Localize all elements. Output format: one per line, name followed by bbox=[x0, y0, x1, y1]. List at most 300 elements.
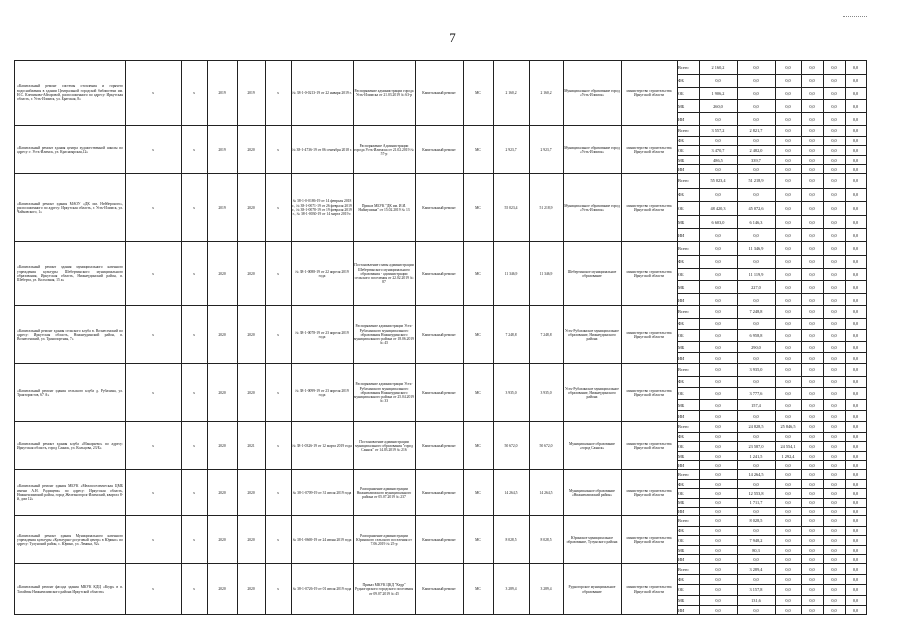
cell-x1: х bbox=[152, 147, 154, 152]
cell-y1: 2020 bbox=[218, 390, 226, 395]
funding-row bbox=[677, 329, 866, 341]
funding-label: ИИ bbox=[678, 557, 685, 563]
funding-value: 0,0 bbox=[715, 414, 721, 420]
cell-docnum: № 38-1-0078-19 от 23 апреля 2019 года bbox=[295, 330, 349, 339]
cell-x3: х bbox=[277, 90, 279, 95]
funding-row bbox=[677, 526, 866, 536]
cell-x1: х bbox=[152, 271, 154, 276]
funding-value: 0,0 bbox=[785, 390, 791, 396]
funding-value: 0,0 bbox=[852, 481, 859, 487]
cell-t2: 2 923,7 bbox=[540, 147, 552, 152]
funding-value: 0,0 bbox=[715, 367, 721, 373]
cell-name: «Капитальный ремонт системы отопления и горячего водоснабжения в здании Центральной городской библиотеки им. Н.С. Клепикова-Айгаровой, расположенного по адресу: Иркутская область, г. Усть-Илимск, ул. Братская, 8» bbox=[17, 84, 123, 102]
funding-value: 0,0 bbox=[809, 528, 815, 534]
funding-value: 0,0 bbox=[852, 577, 859, 583]
funding-label: МБ bbox=[678, 453, 685, 459]
funding-row bbox=[677, 584, 866, 594]
cell-name: «Капитальный ремонт здания Муниципального казенного учреждения культуры «Культурно-досуговый центр» в Юрино» по адресу: Тулунский район, с. Юрино, ул. Ленина, 92» bbox=[17, 533, 123, 547]
funding-row bbox=[677, 470, 866, 479]
funding-sources bbox=[677, 242, 866, 306]
cell-x3: х bbox=[277, 332, 279, 337]
funding-row bbox=[677, 488, 866, 497]
funding-value: 0,0 bbox=[852, 528, 859, 534]
funding-value: 55 023,4 bbox=[710, 178, 726, 184]
cell-customer: Муниципальное образование «Нижнеилимский район» bbox=[569, 488, 615, 497]
funding-label: ФБ bbox=[678, 78, 684, 84]
funding-value: 131,6 bbox=[751, 597, 761, 603]
funding-value: 0,0 bbox=[785, 566, 791, 572]
funding-label: ИИ bbox=[678, 116, 685, 122]
funding-value: 0,0 bbox=[852, 518, 859, 524]
funding-value: 0,0 bbox=[809, 321, 815, 327]
funding-value: 6 146,3 bbox=[749, 219, 763, 225]
funding-value: 0,0 bbox=[852, 157, 859, 163]
funding-value: 0,0 bbox=[831, 245, 837, 251]
funding-value: 0,0 bbox=[809, 557, 815, 563]
funding-value: 0,0 bbox=[809, 245, 815, 251]
funding-row bbox=[677, 387, 866, 399]
funding-value: 0,0 bbox=[852, 205, 859, 211]
cell-t2: 3 289,4 bbox=[540, 587, 552, 592]
funding-value: 0,0 bbox=[852, 390, 859, 396]
funding-value: 0,0 bbox=[753, 321, 759, 327]
funding-value: 0,0 bbox=[852, 103, 859, 109]
cell-kind: Капитальный ремонт bbox=[422, 332, 456, 337]
funding-value: 0,0 bbox=[809, 147, 815, 153]
funding-value: 0,0 bbox=[809, 518, 815, 524]
funding-value: 0,0 bbox=[852, 587, 859, 593]
cell-customer: Шебертинское муниципальное образование bbox=[567, 269, 617, 278]
funding-value: 0,0 bbox=[831, 434, 837, 440]
funding-label: ФБ bbox=[678, 528, 684, 534]
funding-value: 0,0 bbox=[831, 414, 837, 420]
funding-row bbox=[677, 498, 866, 507]
funding-label: ФБ bbox=[678, 192, 684, 198]
cell-customer: Муниципальное образование город «Усть-Илимск» bbox=[564, 88, 620, 97]
funding-row bbox=[677, 155, 866, 165]
funding-value: 0,0 bbox=[715, 518, 721, 524]
funding-value: 0,0 bbox=[852, 472, 859, 478]
funding-value: 0,0 bbox=[809, 259, 815, 265]
funding-value: 0,0 bbox=[831, 379, 837, 385]
funding-row bbox=[677, 364, 866, 376]
funding-row bbox=[677, 479, 866, 488]
funding-value: 24 554,1 bbox=[780, 443, 796, 449]
funding-row bbox=[677, 399, 866, 411]
funding-value: 0,0 bbox=[785, 509, 791, 515]
funding-value: 0,0 bbox=[809, 597, 815, 603]
table-row bbox=[15, 61, 866, 125]
cell-mc: МС bbox=[475, 537, 481, 542]
funding-value: 51 218,9 bbox=[748, 178, 764, 184]
funding-value: 0,0 bbox=[852, 90, 859, 96]
funding-value: 0,0 bbox=[753, 528, 759, 534]
funding-sources bbox=[677, 61, 866, 125]
cell-x1: х bbox=[152, 390, 154, 395]
funding-value: 0,0 bbox=[809, 566, 815, 572]
funding-label: ОБ bbox=[678, 537, 684, 543]
cell-x2: х bbox=[193, 205, 195, 210]
funding-value: 0,0 bbox=[852, 414, 859, 420]
cell-docbasis: Распоряжение администрации Юринского сельского поселения от 7.06.2019 № 25-р bbox=[356, 533, 412, 547]
funding-value: 0,0 bbox=[715, 259, 721, 265]
funding-value: 0,0 bbox=[831, 147, 837, 153]
funding-value: 0,0 bbox=[715, 356, 721, 362]
funding-value: 0,0 bbox=[831, 332, 837, 338]
funding-value: 2 482,0 bbox=[749, 147, 763, 153]
funding-value: 0,0 bbox=[852, 192, 859, 198]
funding-sources bbox=[677, 126, 866, 174]
funding-value: 0,0 bbox=[809, 344, 815, 350]
funding-value: 0,0 bbox=[715, 192, 721, 198]
cell-docbasis: Приказ МБУК "ДК им. И.И. Наймушина" от 15.02.2019 № 13 bbox=[358, 203, 410, 212]
funding-value: 0,0 bbox=[831, 509, 837, 515]
cell-executor: министерство строительства Иркутской области bbox=[626, 330, 672, 339]
funding-value: 0,0 bbox=[809, 463, 815, 469]
cell-mc: МС bbox=[475, 390, 481, 395]
funding-value: 2 160,2 bbox=[711, 64, 725, 70]
funding-value: 0,0 bbox=[852, 509, 859, 515]
funding-value: 0,0 bbox=[809, 205, 815, 211]
funding-label: Всего bbox=[678, 566, 689, 572]
cell-t2: 14 264,5 bbox=[539, 490, 553, 495]
funding-value: 0,0 bbox=[852, 271, 859, 277]
funding-value: 6 603,0 bbox=[711, 219, 725, 225]
funding-value: 8 028,5 bbox=[749, 518, 763, 524]
funding-value: 0,0 bbox=[852, 424, 859, 430]
funding-value: 0,0 bbox=[785, 233, 791, 239]
cell-docbasis: Распоряжение Администрации города Усть-Илимска от 21.02.2019 № 57-р bbox=[354, 143, 414, 157]
funding-value: 0,0 bbox=[831, 402, 837, 408]
funding-row bbox=[677, 432, 866, 442]
funding-value: 0,0 bbox=[715, 424, 721, 430]
funding-value: 0,0 bbox=[785, 332, 791, 338]
funding-value: 0,0 bbox=[715, 453, 721, 459]
funding-value: 0,0 bbox=[785, 259, 791, 265]
cell-t2: 8 028,5 bbox=[540, 537, 552, 542]
cell-x3: х bbox=[277, 587, 279, 592]
funding-value: 0,0 bbox=[831, 490, 837, 496]
table-row bbox=[15, 363, 866, 422]
cell-x1: х bbox=[152, 490, 154, 495]
funding-label: Всего bbox=[678, 424, 689, 430]
funding-value: 0,0 bbox=[852, 245, 859, 251]
funding-label: ФБ bbox=[678, 321, 684, 327]
cell-x2: х bbox=[193, 537, 195, 542]
funding-value: 45 072,6 bbox=[748, 205, 764, 211]
cell-mc: МС bbox=[475, 205, 481, 210]
cell-t1: 2 160,2 bbox=[505, 90, 517, 95]
funding-value: 260,0 bbox=[713, 103, 723, 109]
funding-label: Всего bbox=[678, 245, 689, 251]
funding-value: 0,0 bbox=[785, 192, 791, 198]
funding-value: 0,0 bbox=[753, 167, 759, 173]
cell-mc: МС bbox=[475, 147, 481, 152]
cell-y2: 2021 bbox=[247, 443, 255, 448]
cell-t1: 3 935,0 bbox=[505, 390, 517, 395]
funding-value: 0,0 bbox=[753, 138, 759, 144]
funding-value: 1 711,7 bbox=[749, 500, 763, 506]
cell-docbasis: Распоряжение администрации Нижнеилимского муниципального района от 05.07.2019 № 237 bbox=[356, 486, 412, 500]
cell-t2: 51 218,9 bbox=[539, 205, 553, 210]
table-row bbox=[15, 173, 866, 242]
funding-value: 0,0 bbox=[831, 537, 837, 543]
funding-label: ИИ bbox=[678, 297, 685, 303]
funding-value: 0,0 bbox=[809, 90, 815, 96]
funding-value: 0,0 bbox=[753, 557, 759, 563]
funding-value: 0,0 bbox=[785, 205, 791, 211]
funding-value: 0,0 bbox=[785, 344, 791, 350]
funding-value: 0,0 bbox=[785, 537, 791, 543]
cell-kind: Капитальный ремонт bbox=[422, 205, 456, 210]
funding-value: 0,0 bbox=[831, 577, 837, 583]
funding-value: 0,0 bbox=[852, 309, 859, 315]
funding-value: 0,0 bbox=[809, 297, 815, 303]
funding-value: 0,0 bbox=[809, 500, 815, 506]
funding-value: 0,0 bbox=[852, 78, 859, 84]
cell-y1: 2019 bbox=[218, 205, 226, 210]
funding-value: 7 948,2 bbox=[749, 537, 763, 543]
funding-value: 0,0 bbox=[852, 566, 859, 572]
cell-docnum: № 38-1-0-0213-19 от 22 января 2019 г. bbox=[292, 90, 352, 95]
funding-label: ОБ bbox=[678, 443, 684, 449]
funding-value: 0,0 bbox=[785, 297, 791, 303]
funding-label: ИИ bbox=[678, 607, 685, 613]
funding-label: МБ bbox=[678, 284, 685, 290]
cell-docnum: № 38-1-0-0186-19 от 14 февраля 2018 г., № 38-1-0071-19 от 26 февраля 2019 г., № 38-1-0078-19 от 19 февраля 2019 г., № 38-1-0030-19 от 14 марта 2019 г. bbox=[292, 199, 352, 217]
funding-value: 0,0 bbox=[809, 157, 815, 163]
funding-value: 0,0 bbox=[753, 463, 759, 469]
funding-value: 14 264,5 bbox=[748, 472, 764, 478]
funding-row bbox=[677, 112, 866, 125]
funding-value: 0,0 bbox=[715, 434, 721, 440]
funding-value: 0,0 bbox=[785, 402, 791, 408]
cell-x2: х bbox=[193, 490, 195, 495]
funding-value: 0,0 bbox=[831, 233, 837, 239]
funding-value: 0,0 bbox=[809, 128, 815, 134]
funding-value: 0,0 bbox=[809, 434, 815, 440]
funding-value: 0,0 bbox=[753, 78, 759, 84]
funding-value: 0,0 bbox=[809, 453, 815, 459]
funding-label: ИИ bbox=[678, 463, 685, 469]
cell-y1: 2020 bbox=[218, 271, 226, 276]
funding-value: 486,5 bbox=[713, 157, 723, 163]
funding-value: 6 958,8 bbox=[749, 332, 763, 338]
funding-row bbox=[677, 201, 866, 215]
cell-mc: МС bbox=[475, 443, 481, 448]
cell-docbasis: Приказ МКУК ЦКД "Кедр" Рудногорского городского поселения от 09.07.2019 № 45 bbox=[354, 583, 414, 596]
funding-label: ИИ bbox=[678, 414, 685, 420]
cell-y2: 2020 bbox=[247, 390, 255, 395]
cell-kind: Капитальный ремонт bbox=[422, 271, 456, 276]
cell-y2: 2020 bbox=[247, 537, 255, 542]
cell-kind: Капитальный ремонт bbox=[422, 537, 456, 542]
cell-x1: х bbox=[152, 332, 154, 337]
cell-docnum: № 38-1-0669-19 от 24 июня 2019 года bbox=[292, 537, 352, 542]
funding-value: 0,0 bbox=[785, 500, 791, 506]
funding-value: 0,0 bbox=[753, 64, 759, 70]
funding-value: 0,0 bbox=[715, 344, 721, 350]
funding-label: Всего bbox=[678, 64, 689, 70]
funding-row bbox=[677, 564, 866, 574]
cell-y1: 2019 bbox=[218, 147, 226, 152]
funding-value: 1 241,5 bbox=[749, 453, 763, 459]
cell-docbasis: Постановление главы администрации Шебертинского муниципального образования - администрации сельского поселения от 22.02.2019 № 87 bbox=[354, 263, 414, 285]
funding-value: 0,0 bbox=[715, 443, 721, 449]
funding-value: 0,0 bbox=[809, 424, 815, 430]
funding-value: 0,0 bbox=[785, 321, 791, 327]
cell-executor: министерство строительства Иркутской области bbox=[626, 488, 672, 497]
funding-label: Всего bbox=[678, 518, 689, 524]
cell-customer: Рудногорское муниципальное образование bbox=[568, 585, 616, 594]
cell-customer: Муниципальное образование город «Усть-Илимск» bbox=[564, 145, 620, 154]
funding-label: МБ bbox=[678, 500, 685, 506]
funding-label: Всего bbox=[678, 367, 689, 373]
cell-y2: 2020 bbox=[247, 205, 255, 210]
funding-value: 0,0 bbox=[809, 178, 815, 184]
cell-y1: 2020 bbox=[218, 490, 226, 495]
funding-label: МБ bbox=[678, 157, 685, 163]
funding-row bbox=[677, 451, 866, 461]
funding-value: 0,0 bbox=[785, 90, 791, 96]
funding-value: 0,0 bbox=[715, 390, 721, 396]
funding-value: 11 346,9 bbox=[748, 245, 764, 251]
funding-row bbox=[677, 280, 866, 293]
funding-label: ИИ bbox=[678, 167, 685, 173]
cell-docnum: № 38-1-0709-19 от 31 июля 2019 года bbox=[292, 490, 352, 495]
funding-value: 23 587,0 bbox=[748, 443, 764, 449]
cell-t1: 11 346,9 bbox=[504, 271, 518, 276]
funding-value: 0,0 bbox=[809, 587, 815, 593]
funding-value: 0,0 bbox=[785, 597, 791, 603]
funding-value: 0,0 bbox=[785, 528, 791, 534]
funding-value: 3 157,8 bbox=[749, 587, 763, 593]
funding-value: 0,0 bbox=[753, 90, 759, 96]
funding-value: 0,0 bbox=[831, 138, 837, 144]
funding-label: Всего bbox=[678, 128, 689, 134]
funding-value: 0,0 bbox=[785, 577, 791, 583]
funding-value: 0,0 bbox=[715, 167, 721, 173]
cell-docnum: № 38-1-0088-19 от 22 апреля 2019 года bbox=[295, 269, 349, 278]
funding-label: Всего bbox=[678, 178, 689, 184]
cell-x1: х bbox=[152, 537, 154, 542]
funding-value: 0,0 bbox=[809, 607, 815, 613]
cell-docbasis: Постановление администрации муниципального образования "город Саянск" от 14.03.2019 № 216 bbox=[355, 439, 413, 453]
cell-y1: 2020 bbox=[218, 443, 226, 448]
funding-value: 0,0 bbox=[785, 138, 791, 144]
funding-value: 3 470,7 bbox=[711, 147, 725, 153]
funding-label: ФБ bbox=[678, 577, 684, 583]
funding-row bbox=[677, 535, 866, 545]
funding-row bbox=[677, 87, 866, 100]
funding-value: 0,0 bbox=[785, 64, 791, 70]
funding-value: 0,0 bbox=[785, 356, 791, 362]
funding-value: 0,0 bbox=[753, 414, 759, 420]
funding-value: 227,0 bbox=[751, 284, 761, 290]
funding-value: 0,0 bbox=[715, 116, 721, 122]
cell-docbasis: Распоряжение администрации Усть-Рубахинского муниципального образования Нижнеудинского муниципального района от 25.04.2019 № 33 bbox=[354, 382, 414, 404]
funding-value: 0,0 bbox=[831, 528, 837, 534]
funding-value: 0,0 bbox=[831, 557, 837, 563]
cell-y2: 2020 bbox=[247, 490, 255, 495]
cell-mc: МС bbox=[475, 587, 481, 592]
table-row bbox=[15, 515, 866, 564]
funding-value: 0,0 bbox=[852, 463, 859, 469]
funding-value: 0,0 bbox=[852, 490, 859, 496]
funding-value: 0,0 bbox=[831, 390, 837, 396]
funding-value: 0,0 bbox=[831, 424, 837, 430]
cell-x3: х bbox=[277, 490, 279, 495]
funding-value: 0,0 bbox=[852, 453, 859, 459]
funding-value: 0,0 bbox=[809, 367, 815, 373]
funding-value: 3 557,2 bbox=[711, 128, 725, 134]
funding-value: 0,0 bbox=[809, 332, 815, 338]
funding-value: 7 248,8 bbox=[749, 309, 763, 315]
cell-x2: х bbox=[193, 90, 195, 95]
funding-value: 0,0 bbox=[785, 284, 791, 290]
projects-table bbox=[14, 60, 867, 615]
funding-sources bbox=[677, 564, 866, 615]
funding-value: 0,0 bbox=[809, 537, 815, 543]
funding-value: 0,0 bbox=[715, 500, 721, 506]
cell-x2: х bbox=[193, 443, 195, 448]
funding-value: 0,0 bbox=[715, 332, 721, 338]
funding-row bbox=[677, 136, 866, 146]
cell-t2: 11 346,9 bbox=[539, 271, 553, 276]
funding-value: 0,0 bbox=[809, 78, 815, 84]
funding-value: 0,0 bbox=[809, 356, 815, 362]
funding-value: 0,0 bbox=[852, 500, 859, 506]
funding-value: 0,0 bbox=[809, 490, 815, 496]
funding-value: 0,0 bbox=[753, 481, 759, 487]
cell-y1: 2020 bbox=[218, 537, 226, 542]
funding-label: МБ bbox=[678, 103, 685, 109]
funding-value: 0,0 bbox=[852, 443, 859, 449]
cell-t1: 3 289,4 bbox=[505, 587, 517, 592]
cell-customer: Усть-Рубахинское муниципальное образование, Нижнеудинского района bbox=[565, 386, 619, 400]
funding-value: 0,0 bbox=[852, 284, 859, 290]
funding-value: 80,3 bbox=[752, 547, 760, 553]
funding-value: 0,0 bbox=[715, 138, 721, 144]
funding-value: 0,0 bbox=[852, 138, 859, 144]
funding-row bbox=[677, 126, 866, 136]
funding-value: 0,0 bbox=[785, 490, 791, 496]
funding-label: ОБ bbox=[678, 147, 684, 153]
funding-value: 0,0 bbox=[852, 356, 859, 362]
cell-docnum: № 38-1-4736-19 от 06 сентября 2018 г. bbox=[292, 147, 352, 152]
cell-mc: МС bbox=[475, 90, 481, 95]
funding-value: 0,0 bbox=[852, 259, 859, 265]
funding-value: 0,0 bbox=[809, 138, 815, 144]
scan-corner-mark bbox=[843, 2, 867, 17]
funding-value: 0,0 bbox=[852, 219, 859, 225]
cell-docnum: № 38-1-0726-19 от 01 июля 2019 года bbox=[292, 587, 352, 592]
funding-value: 0,0 bbox=[852, 233, 859, 239]
funding-value: 0,0 bbox=[785, 245, 791, 251]
funding-value: 0,0 bbox=[715, 597, 721, 603]
funding-label: ОБ bbox=[678, 390, 684, 396]
cell-t2: 50 672,0 bbox=[539, 443, 553, 448]
funding-value: 0,0 bbox=[785, 271, 791, 277]
cell-executor: министерство строительства Иркутской области bbox=[626, 88, 672, 97]
cell-t2: 2 160,2 bbox=[540, 90, 552, 95]
cell-x1: х bbox=[152, 587, 154, 592]
funding-value: 0,0 bbox=[785, 547, 791, 553]
cell-t1: 7 248,8 bbox=[505, 332, 517, 337]
cell-kind: Капитальный ремонт bbox=[422, 90, 456, 95]
funding-label: ИИ bbox=[678, 509, 685, 515]
funding-value: 0,0 bbox=[715, 566, 721, 572]
